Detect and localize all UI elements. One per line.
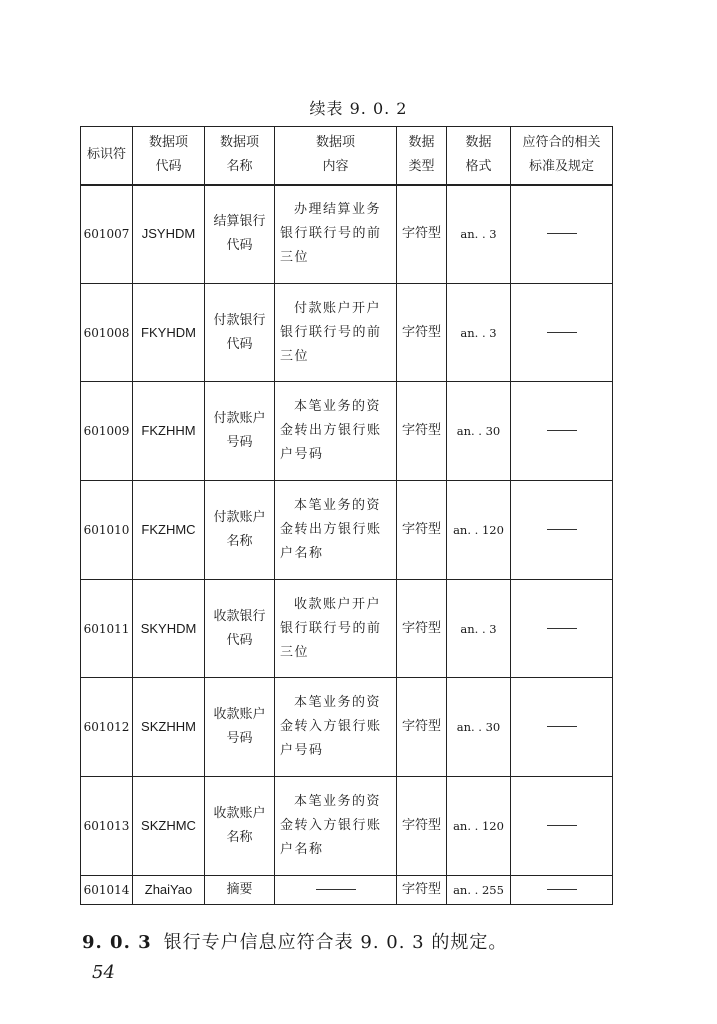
data-code-cell: FKYHDM <box>133 283 205 382</box>
standard-cell <box>511 678 613 777</box>
empty-dash <box>547 889 577 890</box>
data-content-cell: 办理结算业务 银行联行号的前 三位 <box>275 185 397 284</box>
data-code-cell: FKZHHM <box>133 382 205 481</box>
table-row <box>81 875 613 904</box>
data-format-cell: an. . 255 <box>447 875 511 904</box>
data-code-cell: SKYHDM <box>133 579 205 678</box>
empty-dash <box>547 332 577 333</box>
data-content-cell: 本笔业务的资 金转出方银行账 户号码 <box>275 382 397 481</box>
header-cell: 数据项 内容 <box>275 127 397 185</box>
data-format-cell: an. . 120 <box>447 481 511 580</box>
table-header <box>81 127 613 185</box>
identifier-cell: 601011 <box>81 579 133 678</box>
table-row <box>81 283 613 382</box>
empty-dash <box>547 628 577 629</box>
table-row <box>81 382 613 481</box>
empty-dash <box>547 825 577 826</box>
data-content-cell: 付款账户开户 银行联行号的前 三位 <box>275 283 397 382</box>
data-name-cell: 收款账户 号码 <box>205 678 275 777</box>
empty-dash <box>547 233 577 234</box>
identifier-cell: 601013 <box>81 777 133 876</box>
data-content-cell: 收款账户开户 银行联行号的前 三位 <box>275 579 397 678</box>
data-format-cell: an. . 30 <box>447 678 511 777</box>
identifier-cell: 601008 <box>81 283 133 382</box>
clause-number: 9. 0. 3 <box>82 932 152 953</box>
data-format-cell: an. . 3 <box>447 579 511 678</box>
page-number: 54 <box>92 962 115 983</box>
data-code-cell: SKZHMC <box>133 777 205 876</box>
data-type-cell: 字符型 <box>397 579 447 678</box>
data-format-cell: an. . 120 <box>447 777 511 876</box>
identifier-cell: 601014 <box>81 875 133 904</box>
data-name-cell: 收款账户 名称 <box>205 777 275 876</box>
data-type-cell: 字符型 <box>397 382 447 481</box>
data-name-cell: 付款账户 名称 <box>205 481 275 580</box>
table-row <box>81 185 613 284</box>
clause-9-0-3 <box>82 928 507 954</box>
standard-cell <box>511 777 613 876</box>
table-row <box>81 777 613 876</box>
data-type-cell: 字符型 <box>397 875 447 904</box>
data-type-cell: 字符型 <box>397 481 447 580</box>
table-caption: 续表 9. 0. 2 <box>309 99 408 118</box>
header-cell: 应符合的相关 标准及规定 <box>511 127 613 185</box>
data-code-cell: JSYHDM <box>133 185 205 284</box>
identifier-cell: 601012 <box>81 678 133 777</box>
data-code-cell: ZhaiYao <box>133 875 205 904</box>
data-format-cell: an. . 30 <box>447 382 511 481</box>
standard-cell <box>511 579 613 678</box>
clause-text: 银行专户信息应符合表 9. 0. 3 的规定。 <box>163 932 508 953</box>
table-row <box>81 678 613 777</box>
standard-cell <box>511 382 613 481</box>
data-name-cell: 付款银行 代码 <box>205 283 275 382</box>
data-content-cell: 本笔业务的资 金转入方银行账 户号码 <box>275 678 397 777</box>
data-spec-table <box>80 126 613 905</box>
data-type-cell: 字符型 <box>397 678 447 777</box>
identifier-cell: 601007 <box>81 185 133 284</box>
data-content-cell <box>275 875 397 904</box>
header-cell: 数据 格式 <box>447 127 511 185</box>
empty-dash <box>316 889 356 890</box>
empty-dash <box>547 430 577 431</box>
standard-cell <box>511 283 613 382</box>
identifier-cell: 601010 <box>81 481 133 580</box>
data-format-cell: an. . 3 <box>447 185 511 284</box>
header-cell: 数据项 代码 <box>133 127 205 185</box>
data-type-cell: 字符型 <box>397 283 447 382</box>
data-code-cell: SKZHHM <box>133 678 205 777</box>
empty-dash <box>547 726 577 727</box>
data-name-cell: 付款账户 号码 <box>205 382 275 481</box>
header-cell: 数据 类型 <box>397 127 447 185</box>
data-name-cell: 结算银行 代码 <box>205 185 275 284</box>
data-content-cell: 本笔业务的资 金转出方银行账 户名称 <box>275 481 397 580</box>
data-type-cell: 字符型 <box>397 777 447 876</box>
empty-dash <box>547 529 577 530</box>
identifier-cell: 601009 <box>81 382 133 481</box>
standard-cell <box>511 185 613 284</box>
data-name-cell: 摘要 <box>205 875 275 904</box>
table-row <box>81 481 613 580</box>
data-content-cell: 本笔业务的资 金转入方银行账 户名称 <box>275 777 397 876</box>
header-cell: 标识符 <box>81 127 133 185</box>
standard-cell <box>511 875 613 904</box>
table-row <box>81 579 613 678</box>
header-cell: 数据项 名称 <box>205 127 275 185</box>
data-format-cell: an. . 3 <box>447 283 511 382</box>
standard-cell <box>511 481 613 580</box>
data-type-cell: 字符型 <box>397 185 447 284</box>
data-code-cell: FKZHMC <box>133 481 205 580</box>
data-name-cell: 收款银行 代码 <box>205 579 275 678</box>
